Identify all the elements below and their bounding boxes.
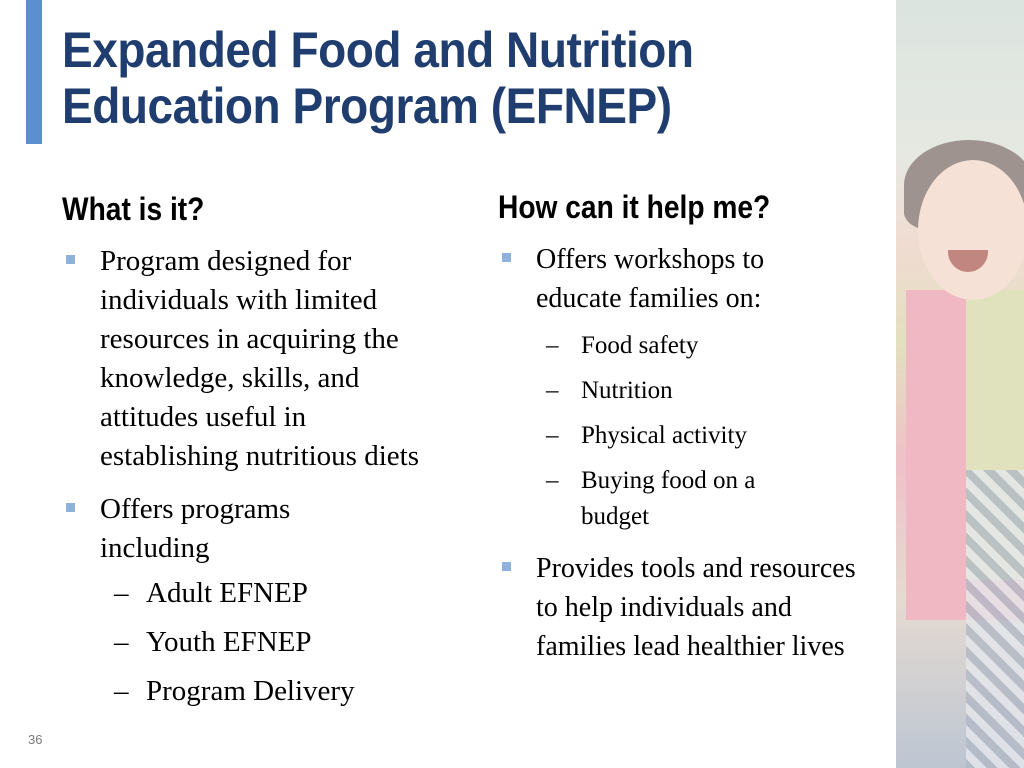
child-photo bbox=[896, 0, 1024, 768]
square-bullet-icon bbox=[502, 562, 511, 571]
right-column bbox=[498, 188, 878, 680]
left-bullet-list bbox=[62, 242, 452, 711]
square-bullet-icon bbox=[66, 503, 75, 512]
photo-overlay bbox=[896, 0, 1024, 768]
dash-bullet: – bbox=[546, 467, 559, 494]
square-bullet-icon bbox=[66, 255, 75, 264]
sub-list-item bbox=[536, 418, 878, 454]
bullet-text: Program designed for individuals with limited resources in acquiring the knowledge, skills, and attitudes useful in establishing nutritious diets bbox=[100, 245, 419, 472]
list-item bbox=[498, 240, 878, 535]
dash-bullet: – bbox=[546, 422, 559, 449]
sub-list-item bbox=[100, 574, 452, 613]
square-bullet-icon bbox=[502, 253, 511, 262]
sub-item-text: Physical activity bbox=[581, 422, 747, 449]
list-item bbox=[62, 242, 452, 476]
sub-item-text: Adult EFNEP bbox=[146, 577, 308, 609]
right-bullet-list bbox=[498, 240, 878, 666]
slide-number: 36 bbox=[28, 732, 43, 747]
sub-list-item bbox=[100, 623, 452, 662]
right-sub-list bbox=[536, 328, 878, 535]
list-item bbox=[498, 549, 878, 666]
slide-title-line-2: Education Program (EFNEP) bbox=[62, 78, 672, 134]
dash-bullet: – bbox=[114, 626, 129, 658]
dash-bullet: – bbox=[546, 332, 559, 359]
slide-title-line-1: Expanded Food and Nutrition bbox=[62, 22, 694, 78]
sub-item-text: Nutrition bbox=[581, 377, 673, 404]
list-item bbox=[62, 490, 452, 711]
dash-bullet: – bbox=[114, 675, 129, 707]
sub-item-text: Youth EFNEP bbox=[146, 626, 312, 658]
left-column bbox=[62, 190, 452, 725]
dash-bullet: – bbox=[546, 377, 559, 404]
sub-item-text: Program Delivery bbox=[146, 675, 355, 707]
sub-list-item bbox=[100, 672, 452, 711]
sub-list-item bbox=[536, 463, 878, 535]
left-sub-list bbox=[100, 574, 452, 711]
bullet-text: Provides tools and resources to help individuals and families lead healthier lives bbox=[536, 553, 856, 662]
sub-list-item bbox=[536, 373, 878, 409]
title-accent-bar bbox=[26, 0, 42, 144]
sub-item-text: Food safety bbox=[581, 332, 699, 359]
bullet-text: Offers programs including bbox=[100, 493, 291, 564]
sub-list-item bbox=[536, 328, 878, 364]
left-column-heading: What is it? bbox=[62, 191, 205, 227]
right-column-heading: How can it help me? bbox=[498, 189, 771, 225]
sub-item-text: Buying food on a budget bbox=[581, 467, 756, 530]
bullet-text: Offers workshops to educate families on: bbox=[536, 244, 765, 314]
slide-title bbox=[62, 22, 816, 134]
dash-bullet: – bbox=[114, 577, 129, 609]
